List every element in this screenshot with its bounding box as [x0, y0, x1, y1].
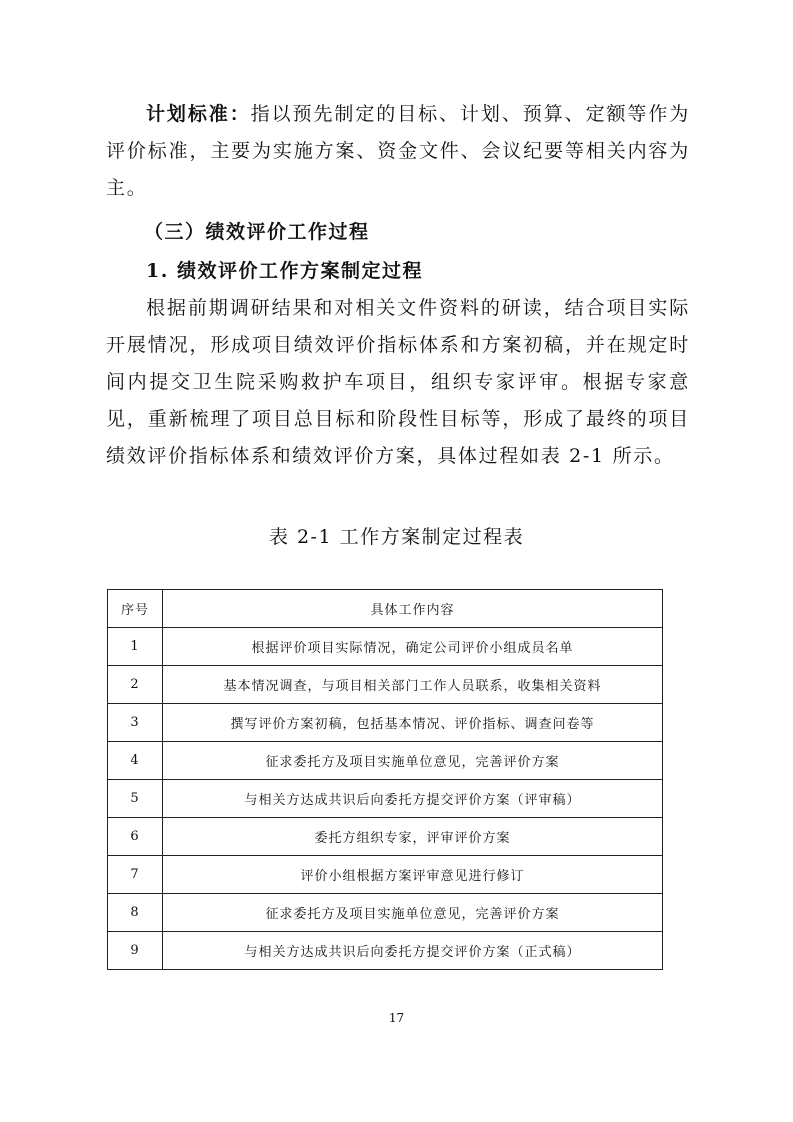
section-heading: （三）绩效评价工作过程: [144, 221, 370, 243]
row-number: 7: [108, 856, 163, 894]
row-content: 评价小组根据方案评审意见进行修订: [163, 856, 663, 894]
table-caption: 表 2-1 工作方案制定过程表: [268, 526, 525, 548]
row-number: 9: [108, 932, 163, 970]
row-content: 委托方组织专家，评审评价方案: [163, 818, 663, 856]
row-number: 3: [108, 704, 163, 742]
row-number: 5: [108, 780, 163, 818]
table-row: [108, 780, 663, 818]
term-plan-standard: 计划标准：: [146, 103, 251, 125]
row-content: 撰写评价方案初稿，包括基本情况、评价指标、调查问卷等: [163, 704, 663, 742]
definition-plan-standard: 指以预先制定的目标、计划、预算、定额等作为评价标准，主要为实施方案、资金文件、会议纪要等相关内容为主。: [106, 103, 690, 199]
subsection-heading: 1. 绩效评价工作方案制定过程: [146, 260, 423, 282]
table-row: [108, 894, 663, 932]
row-content: 征求委托方及项目实施单位意见，完善评价方案: [163, 894, 663, 932]
table-row: [108, 932, 663, 970]
row-number: 8: [108, 894, 163, 932]
row-content: 基本情况调查，与项目相关部门工作人员联系，收集相关资料: [163, 666, 663, 704]
row-number: 1: [108, 628, 163, 666]
row-number: 4: [108, 742, 163, 780]
table-row: [108, 704, 663, 742]
page-number: 17: [388, 1011, 405, 1025]
table-row: [108, 856, 663, 894]
header-serial-number: 序号: [108, 590, 163, 628]
row-content: 与相关方达成共识后向委托方提交评价方案（评审稿）: [163, 780, 663, 818]
row-content: 根据评价项目实际情况，确定公司评价小组成员名单: [163, 628, 663, 666]
table-row: [108, 666, 663, 704]
row-number: 2: [108, 666, 163, 704]
table-row: [108, 818, 663, 856]
header-work-content: 具体工作内容: [163, 590, 663, 628]
paragraph-process-description: 根据前期调研结果和对相关文件资料的研读，结合项目实际开展情况，形成项目绩效评价指标体系和方案初稿，并在规定时间内提交卫生院采购救护车项目，组织专家评审。根据专家意见，重新梳理了项目总目标和阶段性目标等，形成了最终的项目绩效评价指标体系和绩效评价方案，具体过程如表 2-1 所示。: [106, 297, 690, 467]
table-header-row: [108, 590, 663, 628]
row-content: 征求委托方及项目实施单位意见，完善评价方案: [163, 742, 663, 780]
paragraph-plan-standard: [106, 96, 690, 207]
row-content: 与相关方达成共识后向委托方提交评价方案（正式稿）: [163, 932, 663, 970]
table-row: [108, 742, 663, 780]
table-row: [108, 628, 663, 666]
process-table: [107, 589, 663, 970]
row-number: 6: [108, 818, 163, 856]
